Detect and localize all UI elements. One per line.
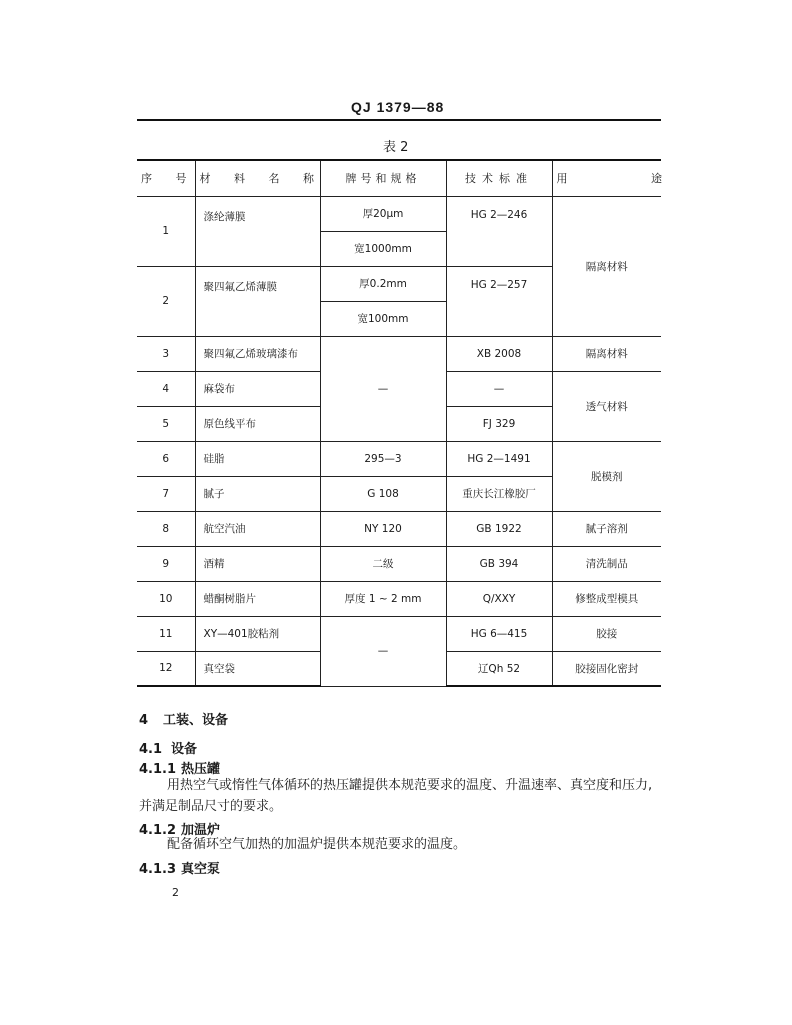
row-standard: HG 2—257 (446, 266, 552, 336)
section-heading-4-1 (139, 738, 197, 757)
row-standard: GB 1922 (446, 511, 552, 546)
row-material-name: 蜡酮树脂片 (195, 581, 320, 616)
section-title: 加温炉 (181, 823, 221, 838)
row-standard: 辽Qh 52 (446, 651, 552, 686)
col-header-use: 用 途 (552, 160, 661, 196)
section-heading-4 (139, 709, 228, 728)
paragraph-4-1-1-line2: 并满足制品尺寸的要求。 (139, 799, 283, 814)
row-standard: — (446, 371, 552, 406)
row-use: 腻子溶剂 (552, 511, 661, 546)
row-material-name: 酒精 (195, 546, 320, 581)
section-title: 热压罐 (181, 762, 221, 777)
row-no: 3 (137, 336, 195, 371)
row-use: 胶接 (552, 616, 661, 651)
row-material-name: 硅脂 (195, 441, 320, 476)
row-spec: NY 120 (320, 511, 446, 546)
row-use: 隔离材料 (552, 336, 661, 371)
row-spec: 宽1000mm (320, 231, 446, 266)
table-caption: 表 2 (383, 140, 409, 155)
materials-table (137, 159, 702, 687)
section-title: 真空泵 (181, 862, 221, 877)
section-title: 工装、设备 (163, 713, 229, 728)
row-material-name: 真空袋 (195, 651, 320, 686)
row-no: 7 (137, 476, 195, 511)
row-spec: 二级 (320, 546, 446, 581)
row-use: 修整成型模具 (552, 581, 661, 616)
row-spec: G 108 (320, 476, 446, 511)
row-standard: Q/XXY (446, 581, 552, 616)
row-use: 脱模剂 (552, 441, 661, 511)
row-no: 6 (137, 441, 195, 476)
row-standard: 重庆长江橡胶厂 (446, 476, 552, 511)
table-row (137, 546, 661, 581)
section-number: 4 (139, 713, 149, 728)
table-row (137, 441, 661, 476)
row-material-name: 腻子 (195, 476, 320, 511)
row-no: 9 (137, 546, 195, 581)
section-heading-4-1-3 (139, 858, 220, 877)
row-no: 12 (137, 651, 195, 686)
section-number: 4.1.1 (139, 762, 177, 777)
row-standard: HG 2—246 (446, 196, 552, 266)
row-spec: 厚度 1 ~ 2 mm (320, 581, 446, 616)
row-spec: 厚0.2mm (320, 266, 446, 301)
section-number: 4.1.3 (139, 862, 177, 877)
paragraph-4-1-2: 配备循环空气加热的加温炉提供本规范要求的温度。 (167, 837, 467, 852)
col-header-grade-spec: 牌号和规格 (320, 160, 446, 196)
paragraph-4-1-1-line1: 用热空气或惰性气体循环的热压罐提供本规范要求的温度、升温速率、真空度和压力, (167, 778, 653, 793)
row-standard: GB 394 (446, 546, 552, 581)
page-number: 2 (172, 886, 179, 899)
row-no: 5 (137, 406, 195, 441)
row-no: 2 (137, 266, 195, 336)
row-use: 胶接固化密封 (552, 651, 661, 686)
row-standard: HG 2—1491 (446, 441, 552, 476)
header-rule (137, 119, 661, 121)
section-title: 设备 (171, 742, 198, 757)
document-code: QJ 1379—88 (351, 99, 445, 115)
row-use: 隔离材料 (552, 196, 661, 336)
row-material-name: 聚四氟乙烯玻璃漆布 (195, 336, 320, 371)
row-spec: 宽100mm (320, 301, 446, 336)
row-material-name: 原色线平布 (195, 406, 320, 441)
col-header-no: 序 号 (137, 160, 195, 196)
row-use: 清洗制品 (552, 546, 661, 581)
row-use: 透气材料 (552, 371, 661, 441)
row-spec: 295—3 (320, 441, 446, 476)
row-material-name: 航空汽油 (195, 511, 320, 546)
row-standard: HG 6—415 (446, 616, 552, 651)
table-row (137, 196, 661, 231)
row-no: 10 (137, 581, 195, 616)
table-header-row (137, 160, 661, 196)
row-spec: 厚20μm (320, 196, 446, 231)
row-no: 11 (137, 616, 195, 651)
row-standard: FJ 329 (446, 406, 552, 441)
row-material-name: 麻袋布 (195, 371, 320, 406)
row-material-name: 聚四氟乙烯薄膜 (195, 266, 320, 336)
col-header-material-name: 材 料 名 称 (195, 160, 320, 196)
row-spec: — (320, 616, 446, 686)
section-number: 4.1 (139, 742, 163, 757)
table-row (137, 581, 661, 616)
row-spec: — (320, 336, 446, 441)
table-row (137, 336, 661, 371)
table-row (137, 616, 661, 651)
col-header-standard: 技术标准 (446, 160, 552, 196)
row-no: 1 (137, 196, 195, 266)
row-material-name: XY—401胶粘剂 (195, 616, 320, 651)
section-number: 4.1.2 (139, 823, 177, 838)
row-standard: XB 2008 (446, 336, 552, 371)
row-no: 4 (137, 371, 195, 406)
table-row (137, 511, 661, 546)
row-material-name: 涤纶薄膜 (195, 196, 320, 266)
row-no: 8 (137, 511, 195, 546)
